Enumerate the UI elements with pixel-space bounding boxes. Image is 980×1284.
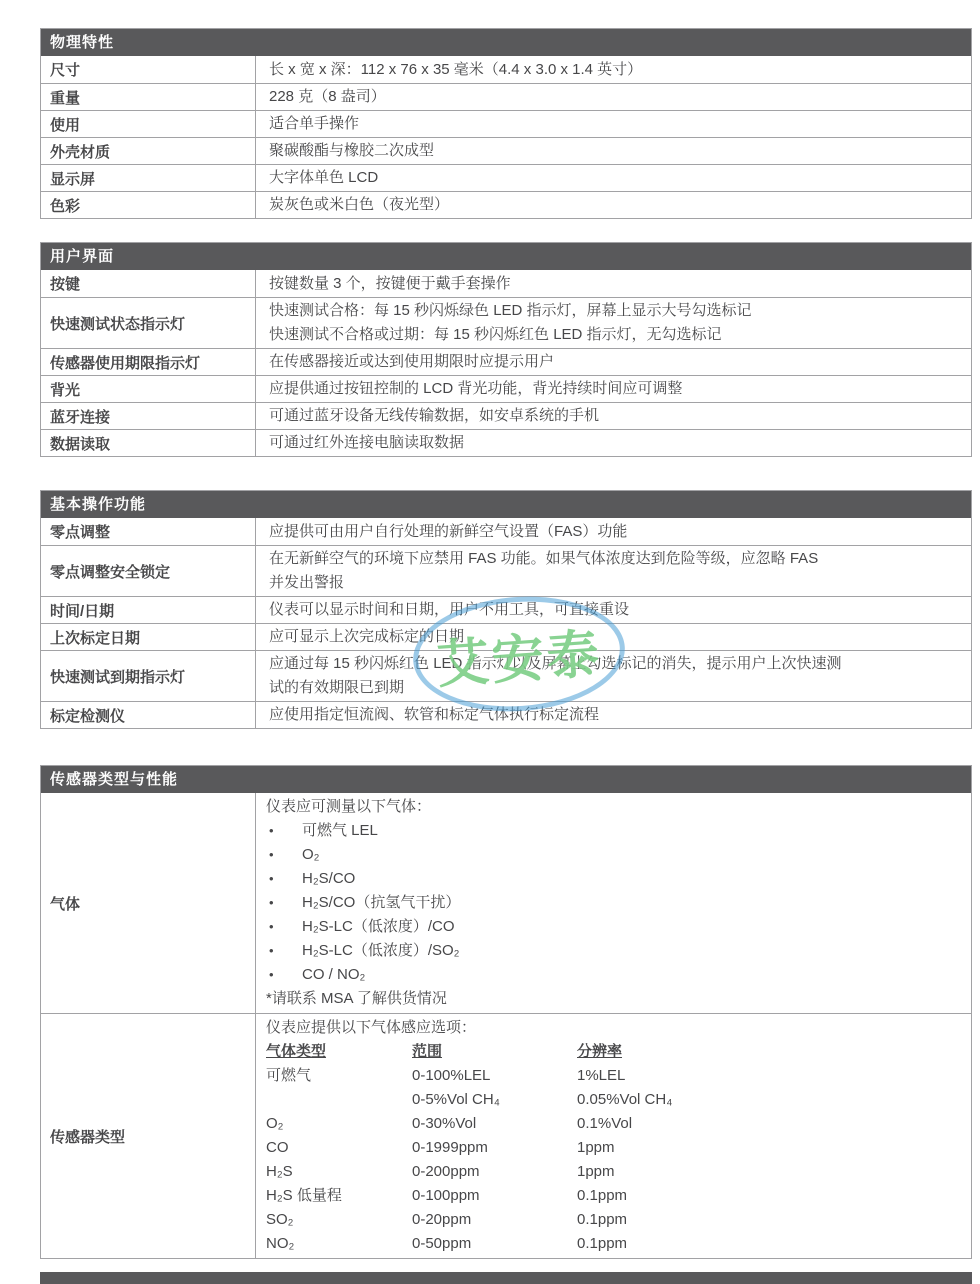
gas-list-intro: 仪表应可测量以下气体： bbox=[266, 798, 432, 815]
section-title-basic-functions: 基本操作功能 bbox=[41, 491, 971, 518]
spec-value bbox=[256, 111, 971, 137]
spec-value-line: 快速测试合格：每 15 秒闪烁绿色 LED 指示灯，屏幕上显示大号勾选标记 bbox=[269, 302, 752, 319]
spec-value-line: 试的有效期限已到期 bbox=[269, 679, 405, 696]
resolution-cell: 0.05%Vol CH₄ bbox=[577, 1091, 673, 1108]
spec-value-line: 在无新鲜空气的环境下应禁用 FAS 功能。如果气体浓度达到危险等级，应忽略 FAS bbox=[269, 550, 819, 567]
resolution-cell: 1%LEL bbox=[577, 1067, 626, 1084]
table-row bbox=[41, 623, 971, 650]
bullet-icon bbox=[266, 939, 302, 963]
list-item bbox=[266, 843, 961, 867]
table-row bbox=[41, 348, 971, 375]
spec-value-line: 并发出警报 bbox=[269, 574, 345, 591]
spec-value-line: 应可显示上次完成标定的日期 bbox=[269, 628, 465, 645]
bullet-icon bbox=[266, 867, 302, 891]
bullet-icon bbox=[266, 843, 302, 867]
sensor-option-row bbox=[266, 1208, 961, 1232]
watermark-text: 艾安泰 bbox=[435, 624, 604, 695]
spec-value bbox=[256, 349, 971, 375]
table-row bbox=[41, 83, 971, 110]
spec-value bbox=[256, 298, 971, 348]
spec-value-line: 应使用指定恒流阀、软管和标定气体执行标定流程 bbox=[269, 706, 600, 723]
gas-type-cell: NO₂ bbox=[266, 1235, 295, 1252]
list-item bbox=[266, 963, 961, 987]
range-cell: 0-50ppm bbox=[412, 1235, 472, 1252]
spec-label: 快速测试状态指示灯 bbox=[41, 298, 256, 348]
spec-label: 时间/日期 bbox=[41, 597, 256, 623]
table-row bbox=[41, 137, 971, 164]
spec-value-line: 炭灰色或米白色（夜光型） bbox=[269, 196, 450, 213]
spec-label: 使用 bbox=[41, 111, 256, 137]
table-row bbox=[41, 110, 971, 137]
table-row bbox=[41, 375, 971, 402]
gas-item: CO / NO₂ bbox=[302, 966, 366, 983]
resolution-cell: 0.1ppm bbox=[577, 1211, 628, 1228]
gas-type-cell: O₂ bbox=[266, 1115, 284, 1132]
spec-value bbox=[256, 624, 971, 650]
table-row bbox=[41, 56, 971, 83]
spec-value-line: 适合单手操作 bbox=[269, 115, 360, 132]
gas-type-cell: H₂S bbox=[266, 1163, 293, 1180]
sensor-option-row bbox=[266, 1088, 961, 1112]
list-item bbox=[266, 939, 961, 963]
table-row bbox=[41, 596, 971, 623]
spec-value-line: 在传感器接近或达到使用期限时应提示用户 bbox=[269, 353, 555, 370]
gas-item: H₂S/CO bbox=[302, 870, 356, 887]
spec-value bbox=[256, 403, 971, 429]
gas-type-cell: SO₂ bbox=[266, 1211, 294, 1228]
spec-value-line: 快速测试不合格或过期：每 15 秒闪烁红色 LED 指示灯，无勾选标记 bbox=[269, 326, 722, 343]
spec-label: 气体 bbox=[41, 793, 256, 1013]
table-row bbox=[41, 701, 971, 728]
spec-value bbox=[256, 702, 971, 728]
spec-label: 数据读取 bbox=[41, 430, 256, 456]
spec-label: 尺寸 bbox=[41, 56, 256, 83]
spec-value bbox=[256, 597, 971, 623]
range-cell: 0-200ppm bbox=[412, 1163, 480, 1180]
sensor-option-row bbox=[266, 1064, 961, 1088]
table-row bbox=[41, 650, 971, 701]
table-row bbox=[41, 429, 971, 456]
table-row bbox=[41, 164, 971, 191]
range-cell: 0-20ppm bbox=[412, 1211, 472, 1228]
section-title-physical: 物理特性 bbox=[41, 29, 971, 56]
range-cell: 0-100%LEL bbox=[412, 1067, 491, 1084]
spec-label: 蓝牙连接 bbox=[41, 403, 256, 429]
gas-item: H₂S/CO（抗氢气干扰） bbox=[302, 894, 461, 911]
list-item bbox=[266, 867, 961, 891]
spec-value-line: 长 x 宽 x 深：112 x 76 x 35 毫米（4.4 x 3.0 x 1.4 英寸） bbox=[269, 60, 643, 78]
range-cell: 0-100ppm bbox=[412, 1187, 480, 1204]
gas-item: H₂S-LC（低浓度）/SO₂ bbox=[302, 942, 460, 959]
table-row bbox=[41, 270, 971, 297]
table-row bbox=[41, 191, 971, 218]
sensor-options-intro: 仪表应提供以下气体感应选项： bbox=[266, 1019, 477, 1036]
list-item bbox=[266, 891, 961, 915]
spec-label: 传感器使用期限指示灯 bbox=[41, 349, 256, 375]
spec-label: 按键 bbox=[41, 270, 256, 297]
spec-value bbox=[256, 518, 971, 545]
spec-value-line: 仪表可以显示时间和日期，用户不用工具，可直接重设 bbox=[269, 601, 630, 618]
spec-label: 显示屏 bbox=[41, 165, 256, 191]
range-cell: 0-5%Vol CH₄ bbox=[412, 1091, 500, 1108]
resolution-cell: 1ppm bbox=[577, 1139, 615, 1156]
gas-list bbox=[256, 793, 971, 1013]
table-row bbox=[41, 402, 971, 429]
spec-label: 标定检测仪 bbox=[41, 702, 256, 728]
bullet-icon bbox=[266, 915, 302, 939]
gas-type-cell bbox=[266, 1088, 412, 1112]
table-row bbox=[41, 1013, 971, 1258]
sensor-option-row bbox=[266, 1160, 961, 1184]
spec-value-line: 应通过每 15 秒闪烁红色 LED 指示灯以及屏幕上勾选标记的消失，提示用户上次快速测 bbox=[269, 655, 842, 672]
table-basic-functions bbox=[40, 490, 972, 729]
table-row bbox=[41, 297, 971, 348]
column-header: 气体类型 bbox=[266, 1043, 327, 1060]
bullet-icon bbox=[266, 891, 302, 915]
spec-label: 零点调整 bbox=[41, 518, 256, 545]
spec-label: 传感器类型 bbox=[41, 1014, 256, 1258]
spec-value bbox=[256, 546, 971, 596]
gas-item: H₂S-LC（低浓度）/CO bbox=[302, 918, 455, 935]
gas-item: 可燃气 LEL bbox=[302, 822, 378, 839]
spec-label: 快速测试到期指示灯 bbox=[41, 651, 256, 701]
gas-type-cell: CO bbox=[266, 1139, 289, 1156]
spec-value bbox=[256, 56, 971, 83]
spec-value bbox=[256, 138, 971, 164]
sensor-option-row bbox=[266, 1232, 961, 1256]
sensor-option-row bbox=[266, 1136, 961, 1160]
sensor-options-header-row bbox=[266, 1040, 961, 1064]
column-header: 分辨率 bbox=[577, 1043, 623, 1060]
section-title-sensor-types: 传感器类型与性能 bbox=[41, 766, 971, 793]
table-row bbox=[41, 793, 971, 1013]
sensor-option-row bbox=[266, 1184, 961, 1208]
spec-value-line: 应提供通过按钮控制的 LCD 背光功能，背光持续时间应可调整 bbox=[269, 380, 683, 397]
range-cell: 0-30%Vol bbox=[412, 1115, 477, 1132]
spec-value bbox=[256, 84, 971, 110]
spec-label: 色彩 bbox=[41, 192, 256, 218]
sensor-option-row bbox=[266, 1112, 961, 1136]
next-section-header-partial bbox=[40, 1272, 972, 1284]
resolution-cell: 0.1ppm bbox=[577, 1187, 628, 1204]
spec-value bbox=[256, 192, 971, 218]
table-row bbox=[41, 545, 971, 596]
spec-value bbox=[256, 376, 971, 402]
spec-value-line: 可通过红外连接电脑读取数据 bbox=[269, 434, 465, 451]
table-row bbox=[41, 518, 971, 545]
gas-item: O₂ bbox=[302, 846, 320, 863]
spec-value-line: 可通过蓝牙设备无线传输数据，如安卓系统的手机 bbox=[269, 407, 600, 424]
spec-value-line: 聚碳酸酯与橡胶二次成型 bbox=[269, 142, 435, 159]
spec-label: 重量 bbox=[41, 84, 256, 110]
spec-label: 零点调整安全锁定 bbox=[41, 546, 256, 596]
list-item bbox=[266, 915, 961, 939]
spec-value-line: 大字体单色 LCD bbox=[269, 169, 379, 186]
sensor-options bbox=[256, 1014, 971, 1258]
spec-value-line: 应提供可由用户自行处理的新鲜空气设置（FAS）功能 bbox=[269, 522, 628, 540]
bullet-icon bbox=[266, 963, 302, 987]
range-cell: 0-1999ppm bbox=[412, 1139, 488, 1156]
gas-type-cell: H₂S 低量程 bbox=[266, 1187, 342, 1204]
table-user-interface bbox=[40, 242, 972, 457]
table-physical-characteristics bbox=[40, 28, 972, 219]
resolution-cell: 0.1%Vol bbox=[577, 1115, 633, 1132]
column-header: 范围 bbox=[412, 1043, 443, 1060]
spec-value-line: 228 克（8 盎司） bbox=[269, 88, 386, 105]
spec-value bbox=[256, 165, 971, 191]
spec-label: 外壳材质 bbox=[41, 138, 256, 164]
spec-value bbox=[256, 651, 971, 701]
section-title-user-interface: 用户界面 bbox=[41, 243, 971, 270]
spec-label: 上次标定日期 bbox=[41, 624, 256, 650]
spec-value-line: 按键数量 3 个，按键便于戴手套操作 bbox=[269, 274, 511, 292]
spec-label: 背光 bbox=[41, 376, 256, 402]
spec-value bbox=[256, 270, 971, 297]
bullet-icon bbox=[266, 819, 302, 843]
spec-value bbox=[256, 430, 971, 456]
list-item bbox=[266, 819, 961, 843]
table-sensor-types bbox=[40, 765, 972, 1259]
resolution-cell: 0.1ppm bbox=[577, 1235, 628, 1252]
resolution-cell: 1ppm bbox=[577, 1163, 615, 1180]
gas-type-cell: 可燃气 bbox=[266, 1067, 312, 1084]
gas-list-footnote: *请联系 MSA 了解供货情况 bbox=[266, 990, 447, 1007]
